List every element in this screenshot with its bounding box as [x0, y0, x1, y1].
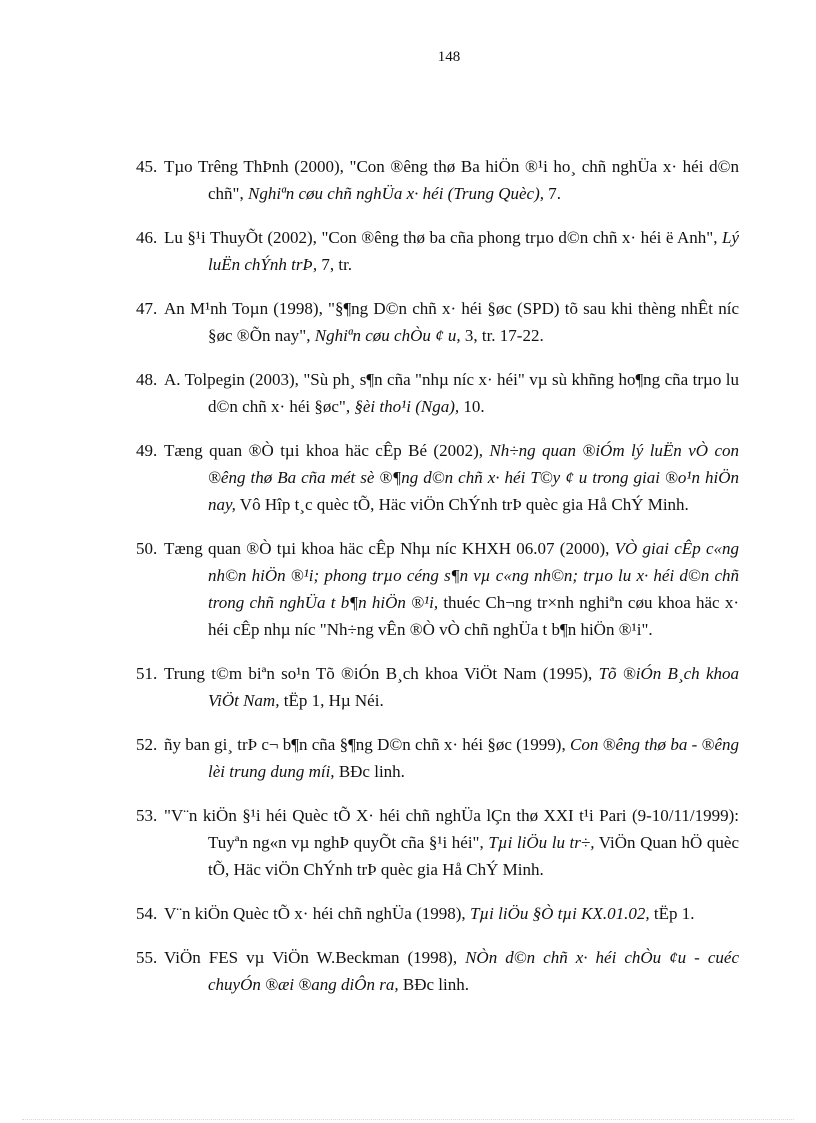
reference-text: ñy ban gi¸ trÞ c¬ b¶n cña §¶ng D©n chñ x· héi §øc (1999),: [164, 735, 570, 754]
reference-item: [136, 944, 739, 998]
page-number: 148: [437, 49, 461, 65]
reference-details: thuéc Ch¬ng tr×nh nghiªn cøu khoa häc x· héi cÊp nhµ níc "Nh÷ng vÊn ®Ò vÒ chñ nghÜa t b¶n hiÖn ®¹i".: [208, 593, 739, 639]
reference-text: Tæng quan ®Ò tµi khoa häc cÊp Nhµ níc KHXH 06.07 (2000),: [164, 539, 615, 558]
reference-source-title: VÒ giai cÊp c«ng nh©n hiÖn ®¹i; phong trµo céng s¶n vµ c«ng nh©n; trµo lu x· héi d©n chñ trong chñ nghÜa t b¶n hiÖn ®¹i,: [208, 539, 739, 612]
reference-item: [136, 366, 739, 420]
reference-number: 49.: [136, 441, 158, 460]
reference-text: V¨n kiÖn Quèc tÕ x· héi chñ nghÜa (1998),: [164, 904, 470, 923]
reference-source-title: NÒn d©n chñ x· héi chÒu ¢u - cuéc chuyÓn ®æi ®ang diÔn ra,: [208, 948, 739, 994]
reference-details: tËp 1.: [649, 904, 695, 923]
reference-number: 52.: [136, 735, 158, 754]
reference-text: An M¹nh Toµn (1998), "§¶ng D©n chñ x· héi §øc (SPD) tõ sau khi thèng nhÊt níc §øc ®Õn nay",: [164, 299, 739, 345]
reference-item: [136, 731, 739, 785]
reference-item: [136, 660, 739, 714]
reference-number: 47.: [136, 299, 158, 318]
reference-source-title: Lý luËn chÝnh trÞ,: [208, 228, 739, 274]
reference-source-title: Tµi liÖu lu tr÷,: [488, 833, 595, 852]
reference-details: ViÖn Quan hÖ quèc tÕ, Häc viÖn ChÝnh trÞ quèc gia Hå ChÝ Minh.: [208, 833, 739, 879]
reference-details: 10.: [459, 397, 485, 416]
reference-details: tËp 1, Hµ Néi.: [279, 691, 384, 710]
reference-list: [136, 136, 739, 1005]
reference-details: Vô Hîp t¸c quèc tÕ, Häc viÖn ChÝnh trÞ quèc gia Hå ChÝ Minh.: [235, 495, 689, 514]
reference-item: [136, 535, 739, 643]
reference-item: [136, 437, 739, 518]
reference-details: 7.: [544, 184, 562, 203]
reference-source-title: Nghiªn cøu chÒu ¢ u,: [314, 326, 461, 345]
reference-number: 51.: [136, 664, 158, 683]
reference-number: 46.: [136, 228, 158, 247]
reference-source-title: Tµi liÖu §Ò tµi KX.01.02,: [469, 904, 650, 923]
reference-number: 50.: [136, 539, 158, 558]
reference-text: Trung t©m biªn so¹n Tõ ®iÓn B¸ch khoa ViÖt Nam (1995),: [164, 664, 599, 683]
reference-details: BÐc linh.: [398, 975, 469, 994]
reference-item: [136, 295, 739, 349]
reference-number: 54.: [136, 904, 158, 923]
reference-text: ViÖn FES vµ ViÖn W.Beckman (1998),: [164, 948, 466, 967]
reference-text: Tæng quan ®Ò tµi khoa häc cÊp Bé (2002),: [164, 441, 490, 460]
reference-number: 55.: [136, 948, 158, 967]
reference-source-title: Nh÷ng quan ®iÓm lý luËn vÒ con ®êng thø Ba cña mét sè ®¶ng d©n chñ x· héi T©y ¢ u trong giai ®o¹n hiÖn nay,: [208, 441, 739, 514]
page-bottom-rule: [22, 1119, 794, 1120]
reference-source-title: Con ®êng thø ba - ®êng lèi trung dung míi,: [208, 735, 739, 781]
reference-number: 53.: [136, 806, 158, 825]
reference-details: BÐc linh.: [334, 762, 405, 781]
reference-source-title: Nghiªn cøu chñ nghÜa x· héi (Trung Quèc),: [248, 184, 545, 203]
reference-item: [136, 153, 739, 207]
reference-number: 48.: [136, 370, 158, 389]
reference-item: [136, 802, 739, 883]
reference-item: [136, 224, 739, 278]
reference-number: 45.: [136, 157, 158, 176]
reference-source-title: Tõ ®iÓn B¸ch khoa ViÖt Nam,: [208, 664, 739, 710]
reference-source-title: §èi tho¹i (Nga),: [354, 397, 460, 416]
reference-text: "V¨n kiÖn §¹i héi Quèc tÕ X· héi chñ nghÜa lÇn thø XXI t¹i Pari (9-10/11/1999): Tuyªn ng«n vµ nghÞ quyÕt cña §¹i héi",: [164, 806, 739, 852]
reference-item: [136, 900, 739, 927]
reference-text: A. Tolpegin (2003), "Sù ph¸ s¶n cña "nhµ níc x· héi" vµ sù khñng ho¶ng cña trµo lu d©n chñ x· héi §øc",: [164, 370, 739, 416]
reference-details: 7, tr.: [317, 255, 353, 274]
reference-text: Lu §¹i ThuyÕt (2002), "Con ®êng thø ba cña phong trµo d©n chñ x· héi ë Anh",: [164, 228, 722, 247]
reference-details: 3, tr. 17-22.: [460, 326, 544, 345]
reference-text: Tµo Trêng ThÞnh (2000), "Con ®êng thø Ba hiÖn ®¹i ho¸ chñ nghÜa x· héi d©n chñ",: [164, 157, 739, 203]
